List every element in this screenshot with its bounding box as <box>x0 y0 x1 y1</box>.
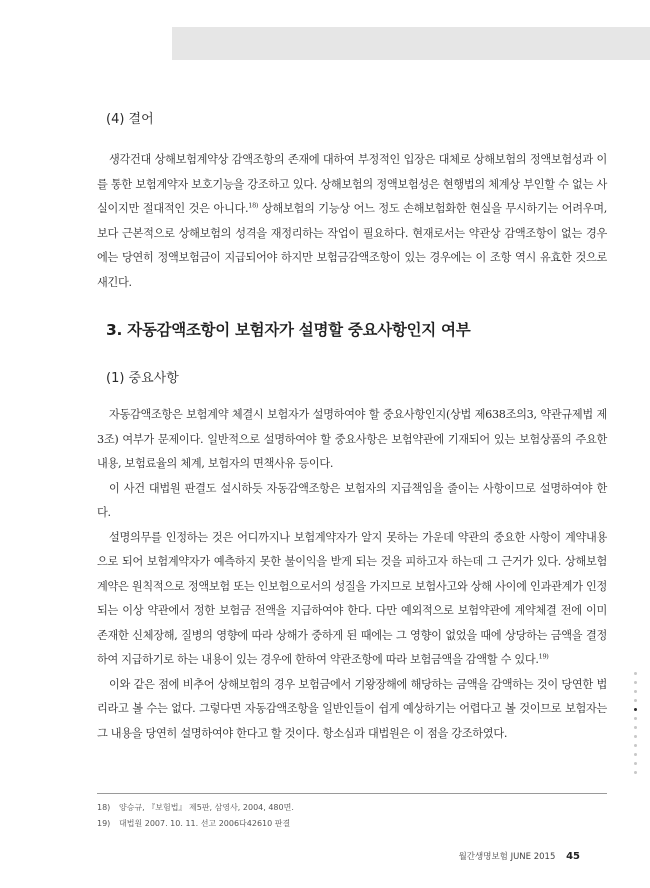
footnote-text: 대법원 2007. 10. 11. 선고 2006다42610 판결 <box>119 819 291 828</box>
page-dot <box>634 726 637 729</box>
magazine-name: 월간생명보험 <box>458 852 508 862</box>
paragraph-4: 이와 같은 점에 비추어 상해보험의 경우 보험금에서 기왕장해에 해당하는 금액을 감액하는 것이 당연한 법리라고 볼 수는 없다. 그렇다면 자동감액조항을 일반인들이 쉽게 예상하기는 어렵다고 볼 것이므로 보험자는 그 내용을 당연히 설명하여야 한다고 할 것이다. 항소심과 대법원은 이 점을 강조하였다. <box>97 677 607 740</box>
paragraph-conclusion <box>97 148 607 295</box>
section-heading-conclusion: (4) 결어 <box>106 112 154 127</box>
page-number: 45 <box>566 851 580 862</box>
page-dot <box>634 681 637 684</box>
footnote-number: 19) <box>97 819 111 828</box>
page-dot <box>634 699 637 702</box>
issue-label: JUNE 2015 <box>510 852 556 862</box>
footnote-ref-18[interactable]: 18) <box>248 201 259 210</box>
footnotes <box>97 800 294 832</box>
paragraph-text: 설명의무를 인정하는 것은 어디까지나 보험계약자가 알지 못하는 가운데 약관의 중요한 사항이 계약내용으로 되어 보험계약자가 예측하지 못한 불이익을 받게 되는 것을 피하고자 하는데 그 근거가 있다. 상해보험계약은 원칙적으로 정액보험 또는 인보험으로서의 성질을 가지므로 보험사고와 상해 사이에 인과관계가 인정되는 이상 약관에서 정한 보험금 전액을 지급하여야 한다. 다만 예외적으로 보험약관에 계약체결 전에 이미 존재한 신체장해, 질병의 영향에 따라 상해가 중하게 된 때에는 그 영향이 없었을 때에 상당하는 금액을 결정하여 지급하기로 하는 내용이 있는 경우에 한하여 약관조항에 따라 보험금액을 감액할 수 있다. <box>97 530 607 666</box>
section-heading-3: 3. 자동감액조항이 보험자가 설명할 중요사항인지 여부 <box>106 321 471 339</box>
page-dot <box>634 762 637 765</box>
page-dot <box>634 771 637 774</box>
page-dot <box>634 735 637 738</box>
page-dot <box>634 690 637 693</box>
page-indicator-dots <box>634 672 638 780</box>
footnote-number: 18) <box>97 803 111 812</box>
paragraph-2: 이 사건 대법원 판결도 설시하듯 자동감액조항은 보험자의 지급책임을 줄이는 사항이므로 설명하여야 한다. <box>97 481 607 519</box>
page-dot <box>634 744 637 747</box>
footnote-divider <box>97 793 607 794</box>
paragraph-3 <box>97 526 607 673</box>
paragraph-text: 상해보험의 기능상 어느 정도 손해보험화한 현실을 무시하기는 어려우며, 보다 근본적으로 상해보험의 성격을 재정리하는 작업이 필요하다. 현재로서는 약관상 감액조항이 없는 경우에는 당연히 정액보험금이 지급되어야 하지만 보험금감액조항이 있는 경우에는 이 조항 역시 유효한 것으로 새긴다. <box>97 202 607 289</box>
footnote-19 <box>97 816 294 832</box>
page-dot-active <box>634 708 637 711</box>
page-dot <box>634 717 637 720</box>
paragraph-text: 생각건대 상해보험계약상 감액조항의 존재에 대하여 부정적인 입장은 대체로 상해보험의 정액보험성과 이를 통한 보험계약자 보호기능을 강조하고 있다. 상해보험의 정액보험성은 현행법의 체계상 부인할 수 없는 사실이지만 절대적인 것은 아니다. <box>97 153 607 215</box>
header-band <box>172 27 650 60</box>
body-paragraphs <box>97 403 607 746</box>
page-footer <box>459 850 580 862</box>
footnote-text: 양승규, 『보험법』 제5판, 삼영사, 2004, 480면. <box>119 803 294 812</box>
section-heading-important-matters: (1) 중요사항 <box>106 371 179 386</box>
footnote-18 <box>97 800 294 816</box>
page-dot <box>634 672 637 675</box>
page-dot <box>634 753 637 756</box>
paragraph-1: 자동감액조항은 보험계약 체결시 보험자가 설명하여야 할 중요사항인지(상법 제638조의3, 약관규제법 제3조) 여부가 문제이다. 일반적으로 설명하여야 할 중요사항은 보험약관에 기재되어 있는 보험상품의 주요한 내용, 보험료율의 체계, 보험자의 면책사유 등이다. <box>97 408 607 470</box>
footnote-ref-19[interactable]: 19) <box>538 652 549 661</box>
